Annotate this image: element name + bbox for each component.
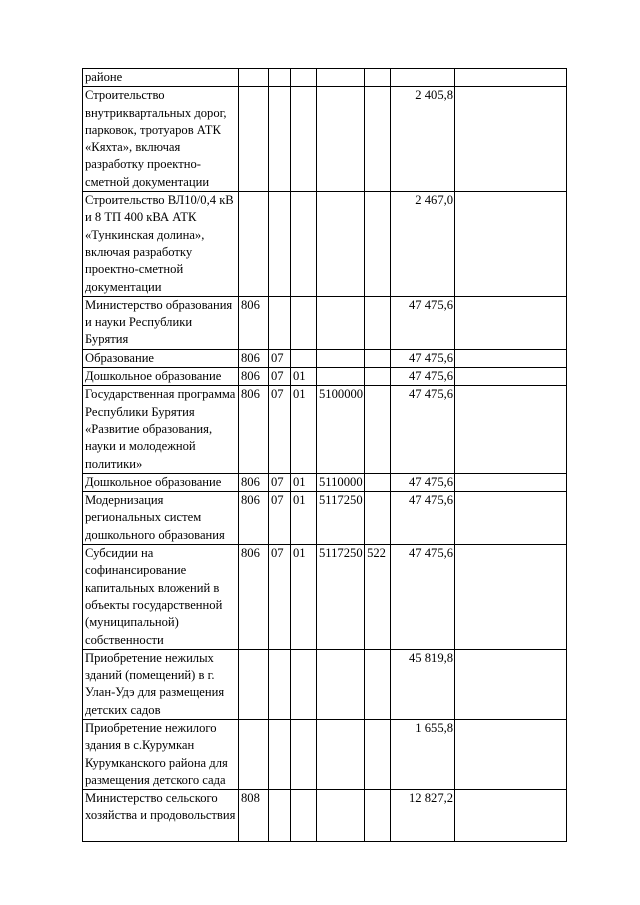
table-row bbox=[83, 649, 567, 719]
row-name: Субсидии на софинансирование капитальных вложений в объекты государственной (муниципальной) собственности bbox=[83, 545, 239, 650]
subsection-code bbox=[291, 87, 317, 192]
note bbox=[455, 69, 567, 87]
expense-code bbox=[365, 87, 391, 192]
amount: 47 475,6 bbox=[391, 545, 455, 650]
target-code bbox=[317, 719, 365, 789]
row-name: Приобретение нежилых зданий (помещений) в г. Улан-Удэ для размещения детских садов bbox=[83, 649, 239, 719]
amount: 2 405,8 bbox=[391, 87, 455, 192]
expense-code bbox=[365, 492, 391, 545]
target-code: 5117250 bbox=[317, 545, 365, 650]
note bbox=[455, 719, 567, 789]
subsection-code: 01 bbox=[291, 492, 317, 545]
ministry-code: 806 bbox=[239, 473, 269, 491]
expense-code bbox=[365, 719, 391, 789]
amount: 47 475,6 bbox=[391, 386, 455, 473]
section-code: 07 bbox=[269, 473, 291, 491]
expense-code bbox=[365, 473, 391, 491]
ministry-code: 806 bbox=[239, 386, 269, 473]
note bbox=[455, 386, 567, 473]
expense-code: 522 bbox=[365, 545, 391, 650]
ministry-code bbox=[239, 87, 269, 192]
expense-code bbox=[365, 790, 391, 842]
row-name: районе bbox=[83, 69, 239, 87]
note bbox=[455, 790, 567, 842]
section-code bbox=[269, 719, 291, 789]
section-code: 07 bbox=[269, 368, 291, 386]
note bbox=[455, 545, 567, 650]
section-code bbox=[269, 296, 291, 349]
table-row bbox=[83, 368, 567, 386]
table-row bbox=[83, 296, 567, 349]
target-code bbox=[317, 649, 365, 719]
expense-code bbox=[365, 192, 391, 297]
target-code bbox=[317, 87, 365, 192]
row-name: Дошкольное образование bbox=[83, 368, 239, 386]
amount: 12 827,2 bbox=[391, 790, 455, 842]
target-code bbox=[317, 296, 365, 349]
row-name: Дошкольное образование bbox=[83, 473, 239, 491]
table-row bbox=[83, 349, 567, 367]
target-code bbox=[317, 349, 365, 367]
amount: 47 475,6 bbox=[391, 296, 455, 349]
row-name: Строительство внутриквартальных дорог, парковок, тротуаров АТК «Кяхта», включая разработку проектно-сметной документации bbox=[83, 87, 239, 192]
target-code: 5117250 bbox=[317, 492, 365, 545]
ministry-code: 806 bbox=[239, 349, 269, 367]
section-code bbox=[269, 192, 291, 297]
table-row bbox=[83, 192, 567, 297]
subsection-code: 01 bbox=[291, 473, 317, 491]
target-code bbox=[317, 368, 365, 386]
section-code bbox=[269, 69, 291, 87]
subsection-code bbox=[291, 192, 317, 297]
section-code: 07 bbox=[269, 349, 291, 367]
table-row bbox=[83, 719, 567, 789]
subsection-code bbox=[291, 649, 317, 719]
ministry-code bbox=[239, 719, 269, 789]
table-row bbox=[83, 69, 567, 87]
row-name: Министерство образования и науки Республики Бурятия bbox=[83, 296, 239, 349]
amount: 45 819,8 bbox=[391, 649, 455, 719]
row-name: Строительство ВЛ10/0,4 кВ и 8 ТП 400 кВА АТК «Тункинская долина», включая разработку проектно-сметной документации bbox=[83, 192, 239, 297]
ministry-code bbox=[239, 192, 269, 297]
section-code: 07 bbox=[269, 386, 291, 473]
amount: 47 475,6 bbox=[391, 492, 455, 545]
ministry-code bbox=[239, 649, 269, 719]
ministry-code: 806 bbox=[239, 296, 269, 349]
subsection-code bbox=[291, 790, 317, 842]
ministry-code: 806 bbox=[239, 368, 269, 386]
note bbox=[455, 87, 567, 192]
row-name: Модернизация региональных систем дошкольного образования bbox=[83, 492, 239, 545]
note bbox=[455, 492, 567, 545]
section-code bbox=[269, 649, 291, 719]
table-row bbox=[83, 545, 567, 650]
target-code bbox=[317, 69, 365, 87]
note bbox=[455, 349, 567, 367]
subsection-code: 01 bbox=[291, 545, 317, 650]
subsection-code bbox=[291, 719, 317, 789]
ministry-code: 806 bbox=[239, 545, 269, 650]
note bbox=[455, 649, 567, 719]
table-row bbox=[83, 386, 567, 473]
budget-table-body bbox=[83, 69, 567, 842]
section-code: 07 bbox=[269, 545, 291, 650]
ministry-code: 808 bbox=[239, 790, 269, 842]
expense-code bbox=[365, 649, 391, 719]
ministry-code bbox=[239, 69, 269, 87]
subsection-code bbox=[291, 296, 317, 349]
amount: 2 467,0 bbox=[391, 192, 455, 297]
table-row bbox=[83, 790, 567, 842]
note bbox=[455, 296, 567, 349]
budget-table bbox=[82, 68, 567, 842]
table-row bbox=[83, 87, 567, 192]
target-code: 5110000 bbox=[317, 473, 365, 491]
target-code bbox=[317, 790, 365, 842]
expense-code bbox=[365, 368, 391, 386]
note bbox=[455, 473, 567, 491]
section-code: 07 bbox=[269, 492, 291, 545]
table-row bbox=[83, 473, 567, 491]
row-name: Приобретение нежилого здания в с.Курумкан Курумканского района для размещения детского сада bbox=[83, 719, 239, 789]
row-name: Образование bbox=[83, 349, 239, 367]
row-name: Государственная программа Республики Бурятия «Развитие образования, науки и молодежной политики» bbox=[83, 386, 239, 473]
table-row bbox=[83, 492, 567, 545]
amount: 1 655,8 bbox=[391, 719, 455, 789]
note bbox=[455, 192, 567, 297]
subsection-code: 01 bbox=[291, 386, 317, 473]
ministry-code: 806 bbox=[239, 492, 269, 545]
row-name: Министерство сельского хозяйства и продовольствия bbox=[83, 790, 239, 842]
subsection-code bbox=[291, 349, 317, 367]
amount: 47 475,6 bbox=[391, 368, 455, 386]
section-code bbox=[269, 790, 291, 842]
amount bbox=[391, 69, 455, 87]
target-code bbox=[317, 192, 365, 297]
amount: 47 475,6 bbox=[391, 473, 455, 491]
expense-code bbox=[365, 349, 391, 367]
subsection-code: 01 bbox=[291, 368, 317, 386]
target-code: 5100000 bbox=[317, 386, 365, 473]
subsection-code bbox=[291, 69, 317, 87]
expense-code bbox=[365, 69, 391, 87]
expense-code bbox=[365, 386, 391, 473]
amount: 47 475,6 bbox=[391, 349, 455, 367]
expense-code bbox=[365, 296, 391, 349]
note bbox=[455, 368, 567, 386]
section-code bbox=[269, 87, 291, 192]
